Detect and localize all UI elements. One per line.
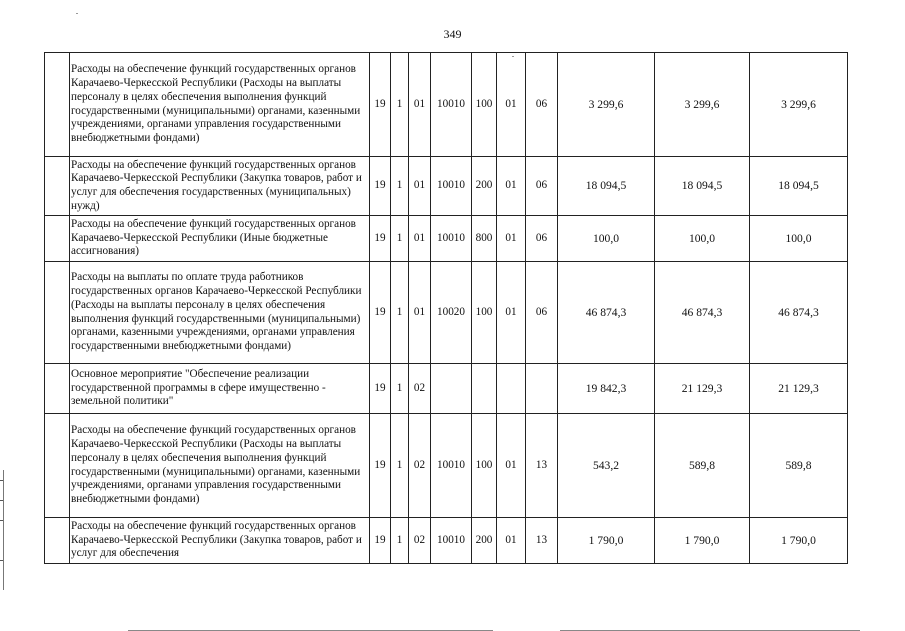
code-subprogram: 02 (409, 414, 431, 518)
amount-year-3: 1 790,0 (750, 518, 848, 564)
amount-year-2: 18 094,5 (655, 157, 750, 216)
table-row (45, 518, 848, 564)
code-program: 1 (391, 364, 409, 414)
code-section: 01 (497, 53, 526, 157)
table-row (45, 216, 848, 262)
code-expense-type (472, 364, 497, 414)
row-description: Расходы на обеспечение функций государственных органов Карачаево-Черкесской Республики (Закупка товаров, работ и услуг для обеспечения (70, 518, 370, 564)
code-expense-type: 200 (472, 157, 497, 216)
amount-year-1: 100,0 (558, 216, 655, 262)
page-edge-tick (0, 520, 3, 521)
code-subsection: 13 (526, 518, 558, 564)
code-program: 1 (391, 414, 409, 518)
budget-table (44, 52, 848, 564)
code-subsection (526, 364, 558, 414)
code-expense-type: 100 (472, 262, 497, 364)
code-expense-type: 200 (472, 518, 497, 564)
row-description: Основное мероприятие "Обеспечение реализации государственной программы в сфере имущественно - земельной политики" (70, 364, 370, 414)
code-expense-type: 800 (472, 216, 497, 262)
code-ministry: 19 (370, 262, 391, 364)
code-expense-type: 100 (472, 414, 497, 518)
amount-year-3: 3 299,6 (750, 53, 848, 157)
code-section: 01 (497, 216, 526, 262)
amount-year-1: 1 790,0 (558, 518, 655, 564)
amount-year-2: 589,8 (655, 414, 750, 518)
row-description: Расходы на обеспечение функций государственных органов Карачаево-Черкесской Республики (Закупка товаров, работ и услуг для обеспечения государственных (муниципальных) нужд) (70, 157, 370, 216)
amount-year-3: 589,8 (750, 414, 848, 518)
amount-year-1: 19 842,3 (558, 364, 655, 414)
code-program: 1 (391, 53, 409, 157)
code-section: 01 (497, 414, 526, 518)
amount-year-3: 46 874,3 (750, 262, 848, 364)
amount-year-1: 18 094,5 (558, 157, 655, 216)
table-row (45, 414, 848, 518)
code-subsection: 06 (526, 53, 558, 157)
code-ministry: 19 (370, 518, 391, 564)
code-subprogram: 01 (409, 262, 431, 364)
amount-year-2: 3 299,6 (655, 53, 750, 157)
code-section: 01 (497, 262, 526, 364)
amount-year-3: 100,0 (750, 216, 848, 262)
page-edge-tick (0, 500, 3, 501)
code-section: 01 (497, 157, 526, 216)
row-description: Расходы на выплаты по оплате труда работников государственных органов Карачаево-Черкесской Республики (Расходы на выплаты персоналу в целях обеспечения выполнения функций государственными (муниципальными) органами, казенными учреждениями, органами управления государственными внебюджетными фондами) (70, 262, 370, 364)
code-subprogram: 02 (409, 518, 431, 564)
row-margin-cell (45, 364, 70, 414)
code-ministry: 19 (370, 53, 391, 157)
code-direction: 10010 (431, 157, 472, 216)
amount-year-2: 1 790,0 (655, 518, 750, 564)
amount-year-1: 3 299,6 (558, 53, 655, 157)
code-subsection: 13 (526, 414, 558, 518)
code-direction: 10010 (431, 518, 472, 564)
code-program: 1 (391, 518, 409, 564)
amount-year-3: 21 129,3 (750, 364, 848, 414)
table-row (45, 262, 848, 364)
row-description: Расходы на обеспечение функций государственных органов Карачаево-Черкесской Республики (Расходы на выплаты персоналу в целях обеспечения выполнения функций государственными (муниципальными) органами, казенными учреждениями, органами управления государственными внебюджетными фондами) (70, 53, 370, 157)
code-ministry: 19 (370, 414, 391, 518)
amount-year-1: 543,2 (558, 414, 655, 518)
scan-speck (76, 13, 78, 14)
amount-year-2: 46 874,3 (655, 262, 750, 364)
row-margin-cell (45, 216, 70, 262)
scan-speck (512, 56, 514, 57)
code-direction: 10010 (431, 216, 472, 262)
code-expense-type: 100 (472, 53, 497, 157)
amount-year-2: 100,0 (655, 216, 750, 262)
table-row (45, 157, 848, 216)
amount-year-1: 46 874,3 (558, 262, 655, 364)
page-edge-tick (0, 480, 3, 481)
row-margin-cell (45, 262, 70, 364)
row-margin-cell (45, 414, 70, 518)
code-subprogram: 01 (409, 216, 431, 262)
page-number: 349 (443, 27, 462, 41)
code-subprogram: 01 (409, 53, 431, 157)
table-row (45, 364, 848, 414)
amount-year-3: 18 094,5 (750, 157, 848, 216)
code-direction: 10020 (431, 262, 472, 364)
row-margin-cell (45, 53, 70, 157)
code-subsection: 06 (526, 157, 558, 216)
row-description: Расходы на обеспечение функций государственных органов Карачаево-Черкесской Республики (Расходы на выплаты персоналу в целях обеспечения выполнения функций государственными (муниципальными) органами, казенными учреждениями, органами управления государственными внебюджетными фондами) (70, 414, 370, 518)
code-section: 01 (497, 518, 526, 564)
amount-year-2: 21 129,3 (655, 364, 750, 414)
code-program: 1 (391, 157, 409, 216)
code-section (497, 364, 526, 414)
code-subsection: 06 (526, 262, 558, 364)
table-body (45, 53, 848, 564)
code-program: 1 (391, 216, 409, 262)
code-subprogram: 01 (409, 157, 431, 216)
row-margin-cell (45, 518, 70, 564)
row-description: Расходы на обеспечение функций государственных органов Карачаево-Черкесской Республики (Иные бюджетные ассигнования) (70, 216, 370, 262)
table-row (45, 53, 848, 157)
code-ministry: 19 (370, 157, 391, 216)
code-direction: 10010 (431, 414, 472, 518)
row-margin-cell (45, 157, 70, 216)
page-edge-tick (0, 560, 3, 561)
code-subprogram: 02 (409, 364, 431, 414)
code-direction (431, 364, 472, 414)
code-ministry: 19 (370, 364, 391, 414)
code-program: 1 (391, 262, 409, 364)
code-ministry: 19 (370, 216, 391, 262)
code-subsection: 06 (526, 216, 558, 262)
page-edge-mark (3, 470, 5, 590)
code-direction: 10010 (431, 53, 472, 157)
